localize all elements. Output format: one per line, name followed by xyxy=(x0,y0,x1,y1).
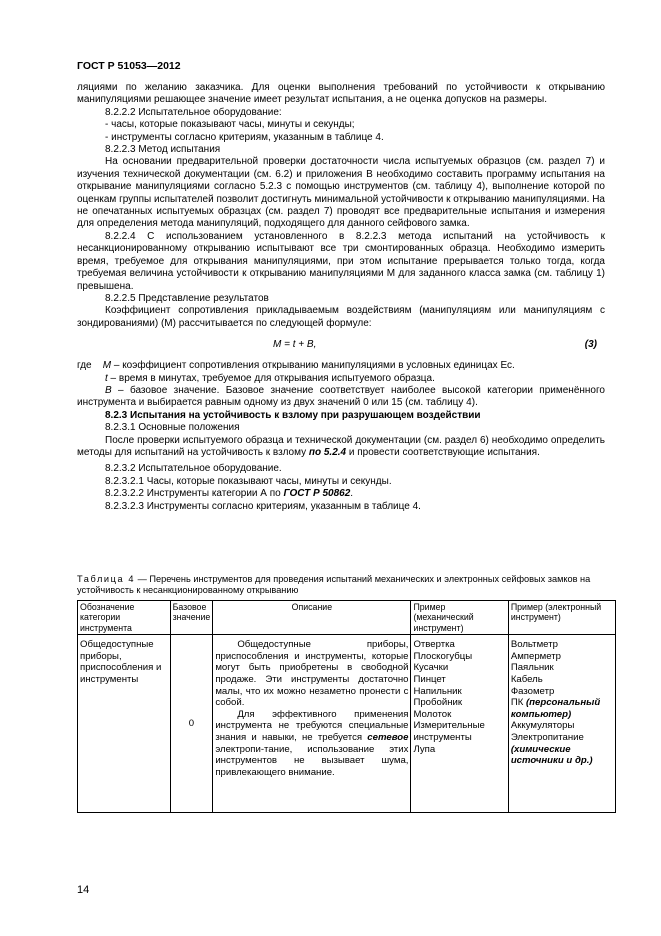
list-item: Электропитание xyxy=(510,731,584,743)
paragraph-coefficient: Коэффициент сопротивления прикладываемым воздействиям (манипуляциям или манипуляциям с зондированиями) (М) рассчитывается по следующей формуле: xyxy=(77,305,605,329)
list-item: Напильник xyxy=(413,685,462,697)
where-t xyxy=(77,373,605,385)
clause-8-2-2-3: 8.2.2.3 Метод испытания xyxy=(105,144,221,156)
list-item-tools: - инструменты согласно критериям, указанным в таблице 4. xyxy=(105,131,384,143)
clause-8-2-3-2-1: 8.2.3.2.1 Часы, которые показывают часы, минуты и секунды. xyxy=(105,475,392,487)
where-t-text: – время в минутах, требуемое для открывания испытуемого образца. xyxy=(107,372,435,384)
list-item: Молоток xyxy=(413,708,452,720)
paragraph-destructive-method xyxy=(77,435,605,460)
list-item: Измерительные инструменты xyxy=(413,720,485,743)
header-category: Обозначение категории инструмента xyxy=(78,601,171,635)
cell-category: Общедоступные приборы, приспособления и инструменты xyxy=(78,635,171,813)
list-item: Фазометр xyxy=(510,685,555,697)
list-item: Плоскогубцы xyxy=(413,650,473,662)
table-row xyxy=(78,635,616,813)
section-8-2-3-heading: 8.2.3 Испытания на устойчивость к взлому при разрушающем воздействии xyxy=(105,409,481,421)
clause-8-2-2-4: 8.2.2.4 С использованием установленного в 8.2.2.3 метода испытаний на устойчивость к несанкционированному открыванию испытывают все три смонтированных образца. Необходимо измерить время, требуемое для открывания манипуляциями, при этом испытание прерывается только тогда, когда требуемая величина устойчивости к открыванию манипуляциями М для заданного класса замка (см. таблицу 1) превышена. xyxy=(77,230,605,292)
clause-8-2-3-2-2 xyxy=(77,488,605,500)
list-item: Кусачки xyxy=(413,662,449,674)
formula-block xyxy=(77,330,605,360)
where-b xyxy=(77,385,605,410)
list-item-pc xyxy=(511,697,613,720)
where-m xyxy=(77,360,605,372)
table-4-caption-text: — Перечень инструментов для проведения испытаний механических и электронных сейфовых замков на устойчивость к несанкционированному открыванию xyxy=(77,574,591,595)
list-item: Пинцет xyxy=(413,674,446,685)
where-label: где xyxy=(77,360,92,372)
clause-8-2-2-2: 8.2.2.2 Испытательное оборудование: xyxy=(105,106,282,118)
list-item-clock: - часы, которые показывают часы, минуты и секунды; xyxy=(105,119,355,131)
formula-number: (3) xyxy=(584,339,597,351)
table-4-label: Таблица 4 xyxy=(77,574,136,584)
pc-label: ПК xyxy=(510,697,524,709)
cell-electronic-tools xyxy=(508,635,615,813)
paragraph-continuation: ляциями по желанию заказчика. Для оценки выполнения требований по устойчивости к открыванию манипуляциями решающее значение имеет результат испытания, а не оценка допусков на размеры. xyxy=(77,82,605,106)
ref-gost-50862: ГОСТ Р 50862 xyxy=(283,488,351,500)
desc-2-emphasis: сетевое xyxy=(367,731,409,743)
p10-text-a: После проверки испытуемого образца и технической документации (см. раздел 6) необходимо определить методы для испытаний на устойчивость к взлому xyxy=(77,434,605,458)
list-item: Аккумуляторы xyxy=(510,720,575,732)
header-electronic: Пример (электронный инструмент) xyxy=(508,601,615,635)
list-item: Кабель xyxy=(510,674,543,685)
list-item: Амперметр xyxy=(510,650,562,662)
where-b-text: – базовое значение. Базовое значение соответствует наиболее высокой категории применённого инструмента и выбирается равным одному из двух значений 0 или 15 (см. таблицу 4). xyxy=(77,384,605,409)
where-m-text: – коэффициент сопротивления открыванию манипуляциями в условных единицах Ес. xyxy=(111,360,515,372)
header-base-value: Базовое значение xyxy=(170,601,213,635)
list-item: Паяльник xyxy=(510,662,554,674)
list-item: Лупа xyxy=(413,743,436,755)
document-body xyxy=(77,82,605,513)
clause-8-2-3-2-2-end: . xyxy=(350,488,354,500)
list-item-note: (химические источники и др.) xyxy=(510,743,593,767)
paragraph-test-method: На основании предварительной проверки достаточности числа испытуемых образцов (см. раздел 7) и изучения технической документации (см. 6.2) и приложения В необходимо составить программу испытания на открывание манипуляциями согласно 5.2.3 с помощью инструментов (см. таблицу 4), выполнение которой по оценкам группы испытателей позволит достигнуть минимальной устойчивости к открыванию манипуляциями. На не опечатанных испытуемых образцах (см. раздел 7) проводят все предварительные испытания и измерения для определения метода манипуляций, подходящего для данного сейфового замка. xyxy=(77,156,605,230)
header-mechanical: Пример (механический инструмент) xyxy=(411,601,508,635)
clause-8-2-3-2-2-text: 8.2.3.2.2 Инструменты категории А по xyxy=(105,488,284,500)
clause-8-2-3-1: 8.2.3.1 Основные положения xyxy=(105,422,240,434)
clause-8-2-2-5: 8.2.2.5 Представление результатов xyxy=(105,292,269,304)
cell-base-value: 0 xyxy=(170,635,213,813)
list-item: Вольтметр xyxy=(510,639,558,651)
list-item: Пробойник xyxy=(413,697,463,709)
desc-paragraph-2 xyxy=(215,709,408,779)
header-description: Описание xyxy=(213,601,411,635)
symbol-t: t xyxy=(105,372,108,384)
page-number: 14 xyxy=(77,884,90,896)
symbol-m: M xyxy=(102,360,112,372)
formula: M = t + B, xyxy=(273,339,317,351)
table-4-caption xyxy=(77,574,605,596)
cell-description xyxy=(213,635,411,813)
ref-5-2-4: по 5.2.4 xyxy=(308,446,347,458)
desc-2-text-a: Для эффективного применения инструмента не требуются специальные знания и навыки, не требуется xyxy=(215,708,409,743)
table-4 xyxy=(77,600,616,813)
p10-text-b: и провести соответствующие испытания. xyxy=(346,446,540,458)
list-item: Отвертка xyxy=(413,639,455,651)
cell-mechanical-tools xyxy=(411,635,508,813)
clause-8-2-3-2-3: 8.2.3.2.3 Инструменты согласно критериям, указанным в таблице 4. xyxy=(105,500,421,512)
desc-paragraph-1: Общедоступные приборы, приспособления и инструменты, которые могут быть приобретены в свободной продаже. Эти инструменты достаточно малы, что их можно незаметно пронести с собой. xyxy=(215,639,409,709)
pc-note: (персональный компьютер) xyxy=(510,697,601,720)
standard-header: ГОСТ Р 51053—2012 xyxy=(77,60,181,72)
symbol-b: B xyxy=(105,384,112,396)
desc-2-text-b: электропи-тание, использование этих инструментов не вызывает шума, привлекающего внимание. xyxy=(215,743,409,778)
table-header-row xyxy=(78,601,616,635)
clause-8-2-3-2: 8.2.3.2 Испытательное оборудование. xyxy=(105,463,282,475)
